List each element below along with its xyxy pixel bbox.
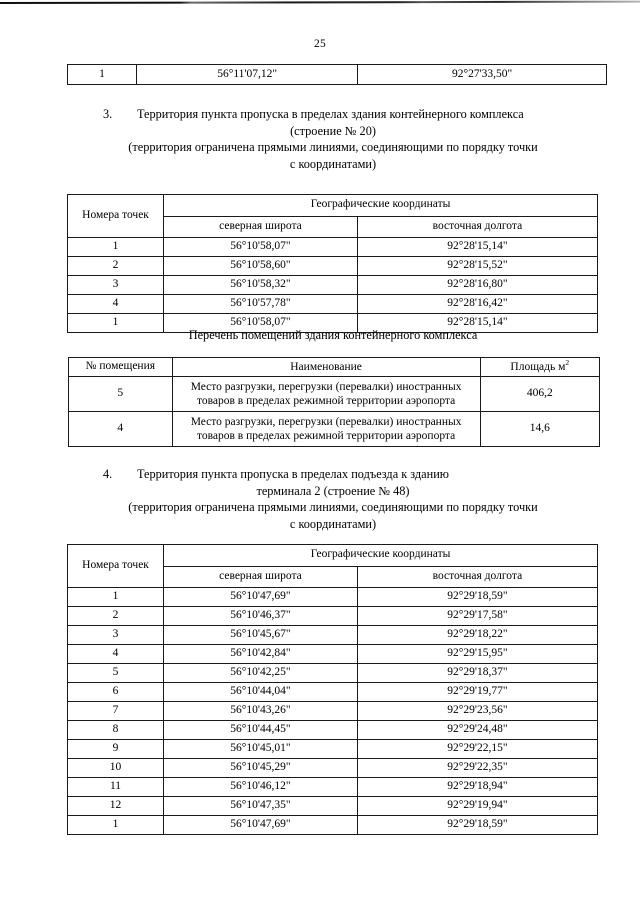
point-number-cell: 1 [68,238,164,257]
latitude-cell: 56°10'44,04" [164,683,358,702]
table-row [68,645,598,664]
point-number-cell: 7 [68,702,164,721]
longitude-cell: 92°29'15,95" [357,645,597,664]
table-row [68,759,598,778]
section-3-line4: с координатами) [289,156,377,171]
section-3-line2: (строение № 20) [290,123,376,138]
table-header-row [69,358,600,377]
longitude-cell: 92°29'18,37" [357,664,597,683]
table-row [68,683,598,702]
header-east-longitude: восточная долгота [357,216,597,238]
latitude-cell: 56°10'45,67" [164,626,358,645]
point-number-cell: 10 [68,759,164,778]
longitude-cell: 92°29'18,59" [357,588,597,607]
room-name-line1: Место разгрузки, перегрузки (перевалки) иностранных [190,380,462,393]
table-row [68,626,598,645]
section-4-number: 4. [103,467,113,481]
point-number-cell: 3 [68,276,164,295]
point-number-cell: 4 [68,645,164,664]
table-row [68,257,598,276]
room-name-line2: товаров в пределах режимной территории аэропорта [196,395,456,407]
table-row [68,778,598,797]
table-row [69,412,600,447]
longitude-cell: 92°28'16,42" [357,295,597,314]
longitude-cell: 92°29'24,48" [357,721,597,740]
header-point-numbers: Номера точек [68,195,164,238]
latitude-cell: 56°11'07,12" [137,65,358,85]
point-number-cell: 1 [68,65,137,85]
latitude-cell: 56°10'47,69" [164,588,358,607]
premises-list-title: Перечень помещений здания контейнерного комплекса [188,328,478,342]
table-row [68,702,598,721]
page-number: 25 [313,38,327,50]
longitude-cell: 92°28'15,14" [357,238,597,257]
longitude-cell: 92°29'22,35" [357,759,597,778]
section-4-line4: с координатами) [289,516,377,531]
longitude-cell: 92°28'15,52" [357,257,597,276]
table-header-row [68,195,598,217]
latitude-cell: 56°10'46,12" [164,778,358,797]
point-number-cell: 2 [68,257,164,276]
table-row [68,588,598,607]
latitude-cell: 56°10'47,35" [164,797,358,816]
coordinates-table-section-3 [67,194,598,333]
point-number-cell: 4 [68,295,164,314]
latitude-cell: 56°10'58,07" [164,314,358,333]
scan-edge-artifact [0,1,640,4]
point-number-cell: 1 [68,314,164,333]
latitude-cell: 56°10'58,07" [164,238,358,257]
section-4-heading [67,466,599,532]
longitude-cell: 92°29'19,77" [357,683,597,702]
latitude-cell: 56°10'58,32" [164,276,358,295]
header-room-area [480,358,599,377]
header-room-name: Наименование [172,358,480,377]
header-room-area-label: Площадь м [510,361,566,374]
table-row [68,664,598,683]
room-number-cell: 4 [69,412,173,447]
longitude-cell: 92°29'17,58" [357,607,597,626]
coordinates-table-section-4 [67,544,598,835]
header-geographic-coordinates: Географические координаты [164,545,598,567]
table-row [68,607,598,626]
section-4-line1 [67,466,599,483]
longitude-cell: 92°28'15,14" [357,314,597,333]
section-3-line1 [67,106,599,123]
section-3-title: Территория пункта пропуска в пределах здания контейнерного комплекса [137,107,524,121]
table-row [68,276,598,295]
latitude-cell: 56°10'44,45" [164,721,358,740]
room-name-line1: Место разгрузки, перегрузки (перевалки) иностранных [190,415,462,428]
table-row [68,721,598,740]
header-north-latitude: северная широта [164,566,358,588]
point-number-cell: 8 [68,721,164,740]
header-geographic-coordinates: Географические координаты [164,195,598,217]
longitude-cell: 92°29'22,15" [357,740,597,759]
table-row [68,65,607,85]
point-number-cell: 1 [68,816,164,835]
longitude-cell: 92°27'33,50" [358,65,607,85]
room-area-cell: 406,2 [480,377,599,412]
header-area-superscript: 2 [565,358,570,368]
latitude-cell: 56°10'45,01" [164,740,358,759]
room-area-cell: 14,6 [480,412,599,447]
latitude-cell: 56°10'43,26" [164,702,358,721]
latitude-cell: 56°10'47,69" [164,816,358,835]
table-row [68,740,598,759]
section-4-line3: (территория ограничена прямыми линиями, соединяющими по порядку точки [128,500,538,515]
room-name-cell [172,412,480,447]
longitude-cell: 92°29'18,94" [357,778,597,797]
longitude-cell: 92°29'18,22" [357,626,597,645]
longitude-cell: 92°29'23,56" [357,702,597,721]
header-room-number: № помещения [69,358,173,377]
header-north-latitude: северная широта [164,216,358,238]
section-3-line3: (территория ограничена прямыми линиями, соединяющими по порядку точки [128,140,538,155]
longitude-cell: 92°28'16,80" [357,276,597,295]
table-row [69,377,600,412]
longitude-cell: 92°29'19,94" [357,797,597,816]
header-east-longitude: восточная долгота [357,566,597,588]
section-3-number: 3. [103,107,113,121]
latitude-cell: 56°10'58,60" [164,257,358,276]
point-number-cell: 6 [68,683,164,702]
premises-table [68,357,600,447]
point-number-cell: 2 [68,607,164,626]
room-number-cell: 5 [69,377,173,412]
table-row [68,295,598,314]
point-number-cell: 1 [68,588,164,607]
longitude-cell: 92°29'18,59" [357,816,597,835]
table-row [68,797,598,816]
table-row [68,238,598,257]
section-3-heading [67,106,599,172]
header-point-numbers: Номера точек [68,545,164,588]
point-number-cell: 12 [68,797,164,816]
table-header-row [68,545,598,567]
point-number-cell: 3 [68,626,164,645]
section-4-line2: терминала 2 (строение № 48) [256,483,410,498]
latitude-cell: 56°10'45,29" [164,759,358,778]
point-number-cell: 5 [68,664,164,683]
point-number-cell: 9 [68,740,164,759]
continuation-coordinates-table [67,64,607,85]
table-row [68,816,598,835]
latitude-cell: 56°10'42,84" [164,645,358,664]
latitude-cell: 56°10'57,78" [164,295,358,314]
room-name-cell [172,377,480,412]
latitude-cell: 56°10'42,25" [164,664,358,683]
section-4-title: Территория пункта пропуска в пределах подъезда к зданию [137,467,449,481]
latitude-cell: 56°10'46,37" [164,607,358,626]
point-number-cell: 11 [68,778,164,797]
room-name-line2: товаров в пределах режимной территории аэропорта [196,430,456,442]
